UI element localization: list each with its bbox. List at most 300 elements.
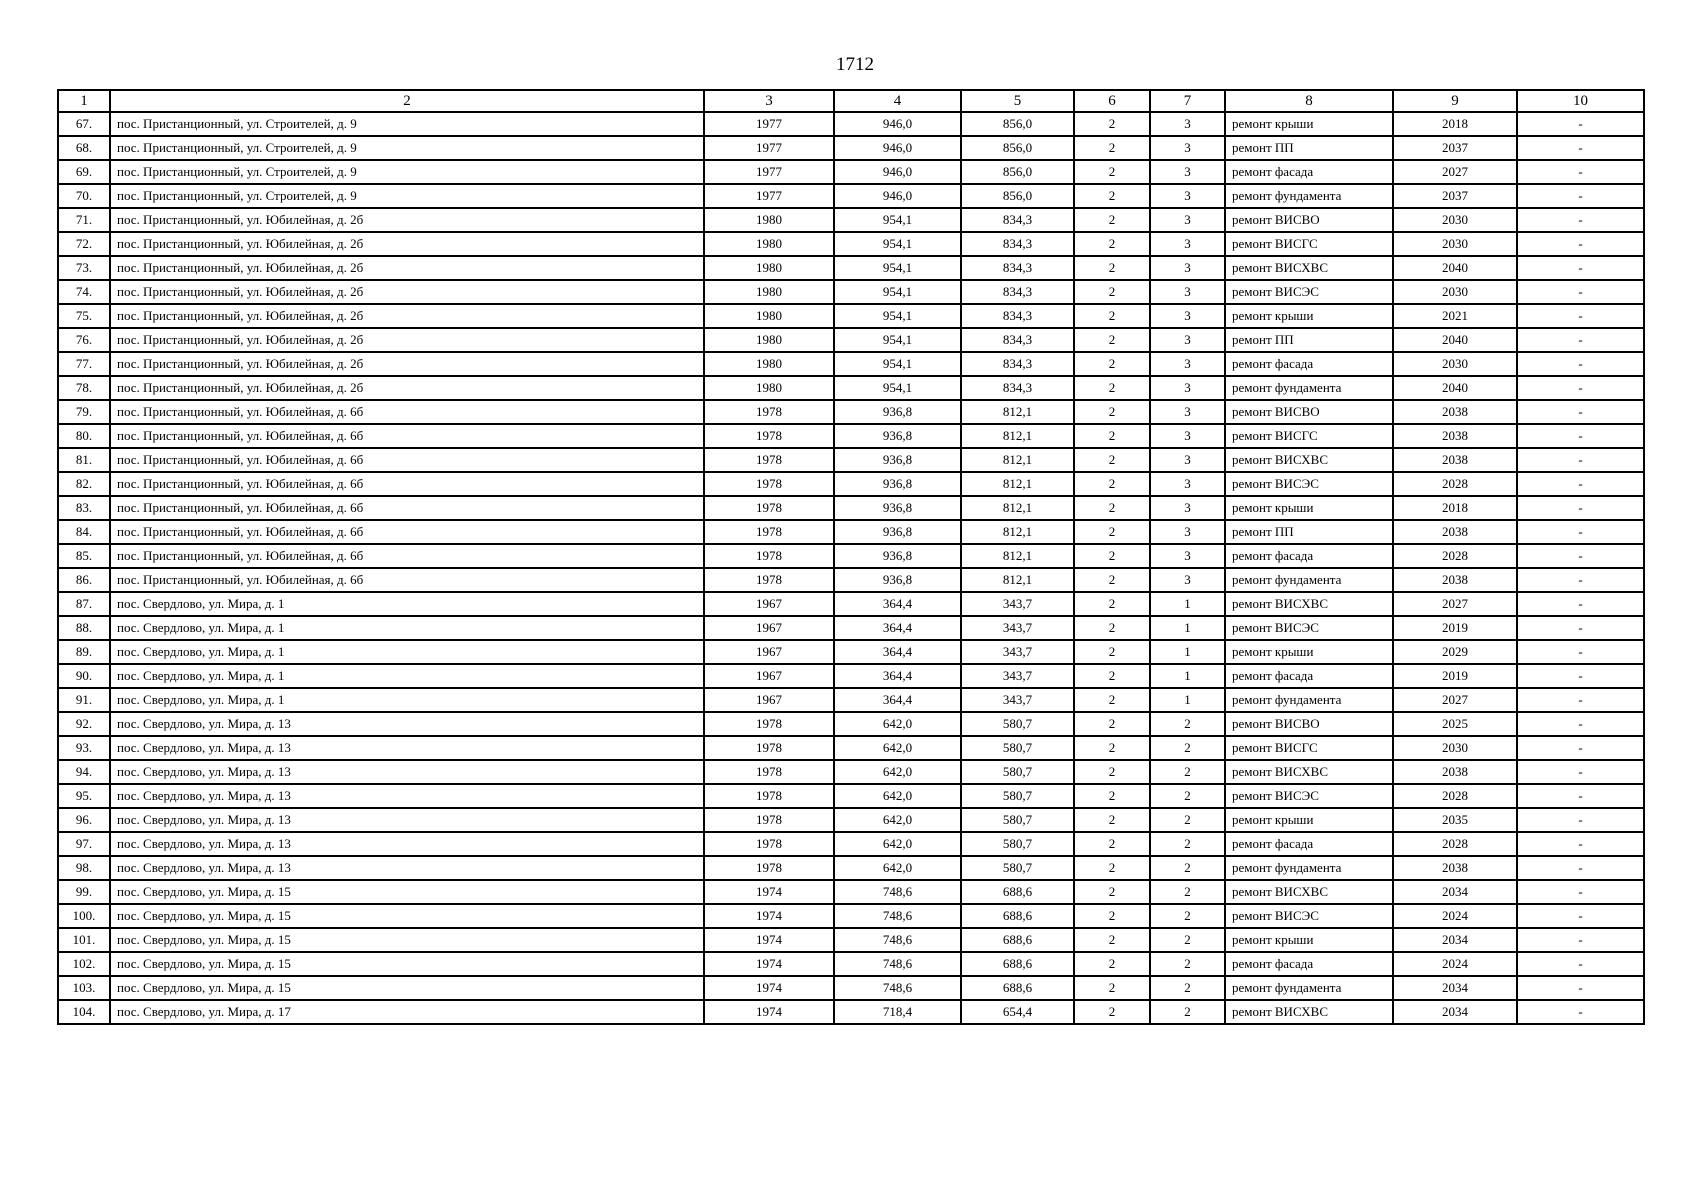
cell-planned-year: 2040 xyxy=(1393,256,1517,280)
cell-floors: 2 xyxy=(1074,952,1150,976)
cell-planned-year: 2027 xyxy=(1393,160,1517,184)
cell-floors: 2 xyxy=(1074,400,1150,424)
cell-address: пос. Свердлово, ул. Мира, д. 1 xyxy=(110,616,704,640)
cell-planned-year: 2038 xyxy=(1393,568,1517,592)
cell-planned-year: 2040 xyxy=(1393,376,1517,400)
cell-note: - xyxy=(1517,112,1644,136)
cell-entrances: 1 xyxy=(1150,592,1225,616)
cell-address: пос. Пристанционный, ул. Юбилейная, д. 6б xyxy=(110,520,704,544)
cell-floors: 2 xyxy=(1074,256,1150,280)
cell-total-area: 642,0 xyxy=(834,808,961,832)
cell-planned-year: 2034 xyxy=(1393,1000,1517,1024)
cell-build-year: 1978 xyxy=(704,856,834,880)
cell-planned-year: 2025 xyxy=(1393,712,1517,736)
cell-floors: 2 xyxy=(1074,664,1150,688)
cell-living-area: 834,3 xyxy=(961,304,1074,328)
cell-living-area: 343,7 xyxy=(961,664,1074,688)
cell-build-year: 1967 xyxy=(704,616,834,640)
cell-work-type: ремонт крыши xyxy=(1225,640,1393,664)
cell-address: пос. Пристанционный, ул. Строителей, д. 9 xyxy=(110,136,704,160)
cell-note: - xyxy=(1517,784,1644,808)
cell-entrances: 3 xyxy=(1150,568,1225,592)
cell-total-area: 946,0 xyxy=(834,184,961,208)
cell-floors: 2 xyxy=(1074,544,1150,568)
cell-row-number: 77. xyxy=(58,352,110,376)
cell-work-type: ремонт фасада xyxy=(1225,664,1393,688)
cell-entrances: 3 xyxy=(1150,376,1225,400)
cell-total-area: 936,8 xyxy=(834,448,961,472)
cell-work-type: ремонт ВИСХВС xyxy=(1225,256,1393,280)
cell-total-area: 954,1 xyxy=(834,208,961,232)
cell-build-year: 1980 xyxy=(704,352,834,376)
table-row xyxy=(58,400,1644,424)
cell-note: - xyxy=(1517,616,1644,640)
table-row xyxy=(58,520,1644,544)
cell-row-number: 70. xyxy=(58,184,110,208)
cell-work-type: ремонт фундамента xyxy=(1225,856,1393,880)
cell-build-year: 1967 xyxy=(704,664,834,688)
cell-living-area: 834,3 xyxy=(961,376,1074,400)
cell-work-type: ремонт ПП xyxy=(1225,520,1393,544)
cell-total-area: 748,6 xyxy=(834,928,961,952)
cell-living-area: 834,3 xyxy=(961,208,1074,232)
cell-row-number: 85. xyxy=(58,544,110,568)
cell-entrances: 2 xyxy=(1150,952,1225,976)
cell-entrances: 3 xyxy=(1150,184,1225,208)
cell-address: пос. Пристанционный, ул. Юбилейная, д. 6б xyxy=(110,472,704,496)
cell-work-type: ремонт крыши xyxy=(1225,928,1393,952)
cell-row-number: 67. xyxy=(58,112,110,136)
cell-total-area: 936,8 xyxy=(834,472,961,496)
cell-entrances: 3 xyxy=(1150,304,1225,328)
cell-address: пос. Пристанционный, ул. Юбилейная, д. 6б xyxy=(110,496,704,520)
cell-address: пос. Пристанционный, ул. Юбилейная, д. 2б xyxy=(110,304,704,328)
table-row xyxy=(58,832,1644,856)
cell-planned-year: 2040 xyxy=(1393,328,1517,352)
cell-living-area: 856,0 xyxy=(961,160,1074,184)
cell-build-year: 1978 xyxy=(704,472,834,496)
cell-row-number: 95. xyxy=(58,784,110,808)
cell-work-type: ремонт крыши xyxy=(1225,304,1393,328)
cell-build-year: 1967 xyxy=(704,640,834,664)
cell-living-area: 580,7 xyxy=(961,784,1074,808)
cell-entrances: 3 xyxy=(1150,472,1225,496)
table-row xyxy=(58,784,1644,808)
table-row xyxy=(58,1000,1644,1024)
cell-row-number: 68. xyxy=(58,136,110,160)
cell-living-area: 834,3 xyxy=(961,352,1074,376)
cell-build-year: 1974 xyxy=(704,1000,834,1024)
cell-address: пос. Пристанционный, ул. Юбилейная, д. 6б xyxy=(110,448,704,472)
cell-entrances: 3 xyxy=(1150,544,1225,568)
cell-row-number: 91. xyxy=(58,688,110,712)
cell-living-area: 343,7 xyxy=(961,616,1074,640)
cell-work-type: ремонт ВИСХВС xyxy=(1225,448,1393,472)
cell-total-area: 946,0 xyxy=(834,136,961,160)
cell-address: пос. Свердлово, ул. Мира, д. 13 xyxy=(110,856,704,880)
cell-address: пос. Свердлово, ул. Мира, д. 17 xyxy=(110,1000,704,1024)
cell-build-year: 1980 xyxy=(704,328,834,352)
cell-build-year: 1967 xyxy=(704,688,834,712)
cell-note: - xyxy=(1517,280,1644,304)
cell-entrances: 3 xyxy=(1150,160,1225,184)
cell-work-type: ремонт ВИСЭС xyxy=(1225,784,1393,808)
cell-planned-year: 2028 xyxy=(1393,784,1517,808)
cell-address: пос. Свердлово, ул. Мира, д. 13 xyxy=(110,736,704,760)
cell-note: - xyxy=(1517,376,1644,400)
cell-total-area: 364,4 xyxy=(834,664,961,688)
cell-row-number: 93. xyxy=(58,736,110,760)
cell-row-number: 83. xyxy=(58,496,110,520)
cell-entrances: 3 xyxy=(1150,400,1225,424)
cell-floors: 2 xyxy=(1074,1000,1150,1024)
cell-row-number: 89. xyxy=(58,640,110,664)
cell-floors: 2 xyxy=(1074,448,1150,472)
cell-floors: 2 xyxy=(1074,232,1150,256)
cell-total-area: 748,6 xyxy=(834,976,961,1000)
cell-floors: 2 xyxy=(1074,592,1150,616)
table-row xyxy=(58,232,1644,256)
table-row xyxy=(58,808,1644,832)
cell-address: пос. Пристанционный, ул. Юбилейная, д. 2б xyxy=(110,208,704,232)
cell-address: пос. Пристанционный, ул. Юбилейная, д. 6б xyxy=(110,544,704,568)
cell-total-area: 642,0 xyxy=(834,760,961,784)
cell-row-number: 88. xyxy=(58,616,110,640)
cell-row-number: 97. xyxy=(58,832,110,856)
cell-total-area: 364,4 xyxy=(834,592,961,616)
cell-living-area: 580,7 xyxy=(961,832,1074,856)
cell-entrances: 1 xyxy=(1150,664,1225,688)
cell-work-type: ремонт ВИСЭС xyxy=(1225,904,1393,928)
cell-address: пос. Пристанционный, ул. Строителей, д. 9 xyxy=(110,160,704,184)
cell-address: пос. Пристанционный, ул. Юбилейная, д. 6б xyxy=(110,424,704,448)
cell-floors: 2 xyxy=(1074,160,1150,184)
cell-entrances: 2 xyxy=(1150,832,1225,856)
cell-row-number: 72. xyxy=(58,232,110,256)
cell-floors: 2 xyxy=(1074,352,1150,376)
cell-floors: 2 xyxy=(1074,880,1150,904)
cell-floors: 2 xyxy=(1074,904,1150,928)
cell-work-type: ремонт ВИСВО xyxy=(1225,208,1393,232)
cell-living-area: 812,1 xyxy=(961,544,1074,568)
cell-living-area: 688,6 xyxy=(961,904,1074,928)
cell-entrances: 1 xyxy=(1150,688,1225,712)
cell-note: - xyxy=(1517,400,1644,424)
table-row xyxy=(58,616,1644,640)
cell-total-area: 748,6 xyxy=(834,952,961,976)
cell-living-area: 834,3 xyxy=(961,328,1074,352)
cell-note: - xyxy=(1517,760,1644,784)
cell-work-type: ремонт фундамента xyxy=(1225,568,1393,592)
cell-floors: 2 xyxy=(1074,520,1150,544)
cell-row-number: 79. xyxy=(58,400,110,424)
cell-note: - xyxy=(1517,328,1644,352)
cell-living-area: 580,7 xyxy=(961,712,1074,736)
cell-build-year: 1978 xyxy=(704,400,834,424)
cell-row-number: 86. xyxy=(58,568,110,592)
table-row xyxy=(58,592,1644,616)
cell-total-area: 936,8 xyxy=(834,496,961,520)
cell-work-type: ремонт ПП xyxy=(1225,136,1393,160)
cell-entrances: 3 xyxy=(1150,208,1225,232)
cell-row-number: 92. xyxy=(58,712,110,736)
cell-total-area: 954,1 xyxy=(834,352,961,376)
cell-note: - xyxy=(1517,568,1644,592)
cell-entrances: 3 xyxy=(1150,280,1225,304)
cell-row-number: 76. xyxy=(58,328,110,352)
cell-planned-year: 2030 xyxy=(1393,280,1517,304)
cell-address: пос. Пристанционный, ул. Юбилейная, д. 2б xyxy=(110,256,704,280)
cell-row-number: 98. xyxy=(58,856,110,880)
cell-work-type: ремонт ВИСВО xyxy=(1225,400,1393,424)
cell-floors: 2 xyxy=(1074,136,1150,160)
cell-address: пос. Пристанционный, ул. Юбилейная, д. 6б xyxy=(110,400,704,424)
cell-row-number: 94. xyxy=(58,760,110,784)
cell-work-type: ремонт фасада xyxy=(1225,832,1393,856)
cell-total-area: 936,8 xyxy=(834,568,961,592)
cell-living-area: 343,7 xyxy=(961,592,1074,616)
cell-floors: 2 xyxy=(1074,832,1150,856)
cell-planned-year: 2030 xyxy=(1393,232,1517,256)
cell-total-area: 954,1 xyxy=(834,376,961,400)
cell-entrances: 3 xyxy=(1150,328,1225,352)
cell-floors: 2 xyxy=(1074,568,1150,592)
cell-row-number: 78. xyxy=(58,376,110,400)
cell-address: пос. Пристанционный, ул. Юбилейная, д. 2б xyxy=(110,232,704,256)
cell-entrances: 2 xyxy=(1150,976,1225,1000)
cell-build-year: 1980 xyxy=(704,208,834,232)
cell-row-number: 96. xyxy=(58,808,110,832)
cell-build-year: 1978 xyxy=(704,832,834,856)
cell-planned-year: 2019 xyxy=(1393,616,1517,640)
cell-note: - xyxy=(1517,184,1644,208)
cell-living-area: 688,6 xyxy=(961,880,1074,904)
cell-row-number: 100. xyxy=(58,904,110,928)
cell-living-area: 856,0 xyxy=(961,184,1074,208)
cell-living-area: 812,1 xyxy=(961,472,1074,496)
cell-build-year: 1978 xyxy=(704,712,834,736)
cell-planned-year: 2028 xyxy=(1393,472,1517,496)
cell-row-number: 99. xyxy=(58,880,110,904)
cell-entrances: 2 xyxy=(1150,784,1225,808)
cell-address: пос. Свердлово, ул. Мира, д. 1 xyxy=(110,640,704,664)
table-row xyxy=(58,280,1644,304)
cell-row-number: 102. xyxy=(58,952,110,976)
table-row xyxy=(58,976,1644,1000)
cell-total-area: 364,4 xyxy=(834,688,961,712)
cell-total-area: 642,0 xyxy=(834,736,961,760)
cell-build-year: 1974 xyxy=(704,976,834,1000)
table-row xyxy=(58,376,1644,400)
cell-note: - xyxy=(1517,160,1644,184)
header-row xyxy=(58,90,1644,112)
cell-total-area: 718,4 xyxy=(834,1000,961,1024)
table-row xyxy=(58,688,1644,712)
cell-floors: 2 xyxy=(1074,280,1150,304)
cell-planned-year: 2038 xyxy=(1393,424,1517,448)
cell-total-area: 748,6 xyxy=(834,880,961,904)
cell-address: пос. Свердлово, ул. Мира, д. 1 xyxy=(110,664,704,688)
cell-floors: 2 xyxy=(1074,304,1150,328)
cell-living-area: 812,1 xyxy=(961,520,1074,544)
cell-build-year: 1980 xyxy=(704,376,834,400)
cell-note: - xyxy=(1517,544,1644,568)
cell-living-area: 688,6 xyxy=(961,928,1074,952)
cell-total-area: 364,4 xyxy=(834,640,961,664)
cell-planned-year: 2038 xyxy=(1393,400,1517,424)
cell-entrances: 1 xyxy=(1150,640,1225,664)
cell-total-area: 364,4 xyxy=(834,616,961,640)
cell-work-type: ремонт ВИСГС xyxy=(1225,736,1393,760)
cell-total-area: 642,0 xyxy=(834,784,961,808)
cell-floors: 2 xyxy=(1074,736,1150,760)
cell-address: пос. Пристанционный, ул. Строителей, д. 9 xyxy=(110,184,704,208)
cell-row-number: 103. xyxy=(58,976,110,1000)
cell-note: - xyxy=(1517,664,1644,688)
cell-floors: 2 xyxy=(1074,472,1150,496)
cell-build-year: 1980 xyxy=(704,304,834,328)
cell-planned-year: 2030 xyxy=(1393,352,1517,376)
cell-planned-year: 2018 xyxy=(1393,496,1517,520)
cell-total-area: 748,6 xyxy=(834,904,961,928)
cell-planned-year: 2035 xyxy=(1393,808,1517,832)
cell-planned-year: 2037 xyxy=(1393,136,1517,160)
cell-floors: 2 xyxy=(1074,760,1150,784)
cell-row-number: 104. xyxy=(58,1000,110,1024)
cell-entrances: 3 xyxy=(1150,448,1225,472)
cell-total-area: 936,8 xyxy=(834,400,961,424)
cell-note: - xyxy=(1517,736,1644,760)
cell-total-area: 936,8 xyxy=(834,424,961,448)
column-header: 6 xyxy=(1074,90,1150,112)
cell-work-type: ремонт фасада xyxy=(1225,952,1393,976)
cell-planned-year: 2030 xyxy=(1393,208,1517,232)
cell-entrances: 2 xyxy=(1150,880,1225,904)
cell-work-type: ремонт ВИСЭС xyxy=(1225,472,1393,496)
cell-living-area: 654,4 xyxy=(961,1000,1074,1024)
column-header: 9 xyxy=(1393,90,1517,112)
cell-address: пос. Свердлово, ул. Мира, д. 15 xyxy=(110,952,704,976)
cell-entrances: 2 xyxy=(1150,856,1225,880)
cell-floors: 2 xyxy=(1074,808,1150,832)
cell-address: пос. Свердлово, ул. Мира, д. 15 xyxy=(110,904,704,928)
cell-address: пос. Свердлово, ул. Мира, д. 13 xyxy=(110,712,704,736)
cell-note: - xyxy=(1517,904,1644,928)
cell-entrances: 2 xyxy=(1150,760,1225,784)
cell-build-year: 1978 xyxy=(704,544,834,568)
cell-row-number: 81. xyxy=(58,448,110,472)
cell-note: - xyxy=(1517,136,1644,160)
cell-build-year: 1974 xyxy=(704,952,834,976)
table-row xyxy=(58,256,1644,280)
cell-note: - xyxy=(1517,256,1644,280)
cell-build-year: 1978 xyxy=(704,760,834,784)
cell-entrances: 3 xyxy=(1150,112,1225,136)
table-row xyxy=(58,304,1644,328)
cell-entrances: 2 xyxy=(1150,736,1225,760)
cell-work-type: ремонт ВИСГС xyxy=(1225,424,1393,448)
cell-living-area: 580,7 xyxy=(961,808,1074,832)
cell-note: - xyxy=(1517,496,1644,520)
cell-work-type: ремонт ВИСЭС xyxy=(1225,280,1393,304)
cell-note: - xyxy=(1517,808,1644,832)
cell-entrances: 3 xyxy=(1150,424,1225,448)
cell-floors: 2 xyxy=(1074,376,1150,400)
cell-entrances: 2 xyxy=(1150,1000,1225,1024)
table-row xyxy=(58,424,1644,448)
cell-address: пос. Свердлово, ул. Мира, д. 13 xyxy=(110,832,704,856)
cell-build-year: 1978 xyxy=(704,448,834,472)
cell-note: - xyxy=(1517,952,1644,976)
cell-build-year: 1977 xyxy=(704,112,834,136)
cell-planned-year: 2021 xyxy=(1393,304,1517,328)
cell-total-area: 954,1 xyxy=(834,232,961,256)
cell-work-type: ремонт фундамента xyxy=(1225,184,1393,208)
cell-entrances: 3 xyxy=(1150,520,1225,544)
cell-note: - xyxy=(1517,928,1644,952)
cell-build-year: 1974 xyxy=(704,928,834,952)
cell-living-area: 812,1 xyxy=(961,400,1074,424)
cell-floors: 2 xyxy=(1074,184,1150,208)
cell-planned-year: 2038 xyxy=(1393,760,1517,784)
cell-build-year: 1977 xyxy=(704,160,834,184)
cell-address: пос. Пристанционный, ул. Строителей, д. 9 xyxy=(110,112,704,136)
cell-work-type: ремонт фасада xyxy=(1225,544,1393,568)
cell-row-number: 84. xyxy=(58,520,110,544)
column-header: 2 xyxy=(110,90,704,112)
cell-note: - xyxy=(1517,1000,1644,1024)
column-header: 1 xyxy=(58,90,110,112)
cell-living-area: 580,7 xyxy=(961,736,1074,760)
cell-planned-year: 2019 xyxy=(1393,664,1517,688)
cell-build-year: 1974 xyxy=(704,904,834,928)
column-header: 3 xyxy=(704,90,834,112)
cell-row-number: 87. xyxy=(58,592,110,616)
cell-work-type: ремонт фундамента xyxy=(1225,376,1393,400)
cell-build-year: 1978 xyxy=(704,736,834,760)
cell-note: - xyxy=(1517,640,1644,664)
cell-living-area: 812,1 xyxy=(961,448,1074,472)
cell-build-year: 1967 xyxy=(704,592,834,616)
column-header: 8 xyxy=(1225,90,1393,112)
cell-total-area: 954,1 xyxy=(834,280,961,304)
column-header: 5 xyxy=(961,90,1074,112)
cell-planned-year: 2028 xyxy=(1393,832,1517,856)
table-row xyxy=(58,136,1644,160)
cell-floors: 2 xyxy=(1074,640,1150,664)
capital-repair-table xyxy=(57,89,1645,1025)
cell-address: пос. Свердлово, ул. Мира, д. 1 xyxy=(110,688,704,712)
cell-build-year: 1978 xyxy=(704,424,834,448)
cell-floors: 2 xyxy=(1074,976,1150,1000)
table-row xyxy=(58,760,1644,784)
cell-note: - xyxy=(1517,880,1644,904)
table-row xyxy=(58,448,1644,472)
cell-planned-year: 2034 xyxy=(1393,880,1517,904)
cell-living-area: 343,7 xyxy=(961,640,1074,664)
cell-planned-year: 2018 xyxy=(1393,112,1517,136)
cell-work-type: ремонт ВИСГС xyxy=(1225,232,1393,256)
cell-entrances: 2 xyxy=(1150,712,1225,736)
cell-note: - xyxy=(1517,424,1644,448)
cell-row-number: 75. xyxy=(58,304,110,328)
cell-planned-year: 2034 xyxy=(1393,976,1517,1000)
cell-work-type: ремонт фасада xyxy=(1225,160,1393,184)
cell-entrances: 3 xyxy=(1150,496,1225,520)
cell-entrances: 3 xyxy=(1150,352,1225,376)
cell-planned-year: 2034 xyxy=(1393,928,1517,952)
cell-note: - xyxy=(1517,976,1644,1000)
